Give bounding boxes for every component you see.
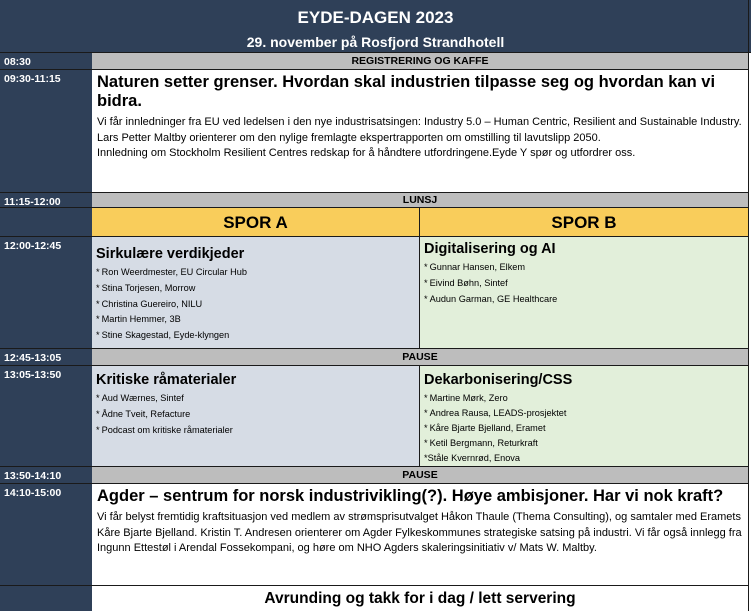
spor-a-label: SPOR A <box>223 213 288 232</box>
session2-b-title: Dekarbonisering/CSS <box>424 372 573 388</box>
speaker: * Audun Garman, GE Healthcare <box>424 292 748 308</box>
pause1-bar: PAUSE <box>92 349 748 366</box>
speaker: * Eivind Bøhn, Sintef <box>424 276 748 292</box>
speaker: * Martin Hemmer, 3B <box>96 312 419 328</box>
event-title: EYDE-DAGEN 2023 <box>297 8 454 27</box>
plenary1-title: Naturen setter grenser. Hvordan skal industrien tilpasse seg og hvordan kan vi bidra. <box>97 73 716 110</box>
lunch-bar: LUNSJ <box>92 193 748 208</box>
session1-b-title: Digitalisering og AI <box>424 241 556 257</box>
session1-b-cell <box>420 237 748 349</box>
speaker: * Kåre Bjarte Bjelland, Eramet <box>424 421 748 436</box>
plenary2-title: Agder – sentrum for norsk industrivikling(?). Høye ambisjoner. Har vi nok kraft? <box>97 487 724 505</box>
time-pause2: 13:50-14:10 <box>0 467 92 484</box>
session1-b-speakers <box>420 260 748 307</box>
speaker: * Stina Torjesen, Morrow <box>96 281 419 297</box>
time-plenary1: 09:30-11:15 <box>0 70 92 193</box>
time-plenary2: 14:10-15:00 <box>0 484 92 586</box>
speaker: * Ron Weerdmester, EU Circular Hub <box>96 265 419 281</box>
session2-a-title: Kritiske råmaterialer <box>96 372 237 388</box>
registration-bar: REGISTRERING OG KAFFE <box>92 53 748 70</box>
time-tracks-spacer <box>0 208 92 237</box>
time-registration: 08:30 <box>0 53 92 70</box>
speaker: * Ståle Kvernrød, Enova <box>424 451 748 466</box>
pause2-bar: PAUSE <box>92 467 748 484</box>
session2-b-speakers <box>420 391 748 466</box>
header <box>0 0 751 53</box>
speaker: * Andrea Rausa, LEADS-prosjektet <box>424 406 748 421</box>
spor-a-header <box>92 208 420 237</box>
spor-b-header <box>420 208 748 237</box>
time-session1: 12:00-12:45 <box>0 237 92 349</box>
speaker: * Martine Mørk, Zero <box>424 391 748 406</box>
session2-a-speakers <box>92 391 419 438</box>
spor-b-label: SPOR B <box>551 213 617 232</box>
session2-b-cell <box>420 366 748 467</box>
speaker: * Podcast om kritiske råmaterialer <box>96 423 419 439</box>
closing-label: Avrunding og takk for i dag / lett servering <box>264 590 576 607</box>
plenary2-text: Vi får belyst fremtidig kraftsituasjon ved medlem av strømsprisutvalget Håkon Thaule (Thema Consulting), og samtaler med Eramets Kåre Bjarte Bjelland. Kristin T. Andresen orienterer om Agder Fylkeskommunes strategiske satsing på industri. Vi får også innlegg fra Ingunn Ettestøl i Arendal Fossekompani, og høre om NHO Agders skaleringsinitiativ v/ Mats W. Maltby. <box>97 511 742 555</box>
plenary1-cell <box>92 70 748 193</box>
plenary1-line-1: Vi får innledninger fra EU ved ledelsen i den nye industrisatsingen: Industry 5.0 – Human Centric, Resilient and Sustainable Industry. <box>97 116 742 128</box>
time-lunch: 11:15-12:00 <box>0 193 92 208</box>
table-right-border <box>748 0 749 611</box>
closing-time-spacer <box>0 586 92 611</box>
speaker: * Ketil Bergmann, Returkraft <box>424 436 748 451</box>
plenary1-line-3: Innledning om Stockholm Resilient Centres redskap for å håndtere utfordringene.Eyde Y spør og utfordrer oss. <box>97 147 636 160</box>
closing-cell <box>92 586 748 611</box>
time-session2: 13:05-13:50 <box>0 366 92 467</box>
speaker: * Christina Guereiro, NILU <box>96 297 419 313</box>
session1-a-title: Sirkulære verdikjeder <box>96 246 245 262</box>
session1-a-speakers <box>92 265 419 344</box>
plenary2-cell <box>92 484 748 586</box>
speaker: * Aud Wærnes, Sintef <box>96 391 419 407</box>
plenary1-line-2: Lars Petter Maltby orienterer om den nylige fremlagte ekspertrapporten om omstilling til lavutslipp 2050. <box>97 131 601 144</box>
time-pause1: 12:45-13:05 <box>0 349 92 366</box>
speaker: * Ådne Tveit, Refacture <box>96 407 419 423</box>
speaker: * Stine Skagestad, Eyde-klyngen <box>96 328 419 344</box>
session1-a-cell <box>92 237 420 349</box>
session2-a-cell <box>92 366 420 467</box>
event-subtitle: 29. november på Rosfjord Strandhotell <box>246 34 505 50</box>
speaker: * Gunnar Hansen, Elkem <box>424 260 748 276</box>
